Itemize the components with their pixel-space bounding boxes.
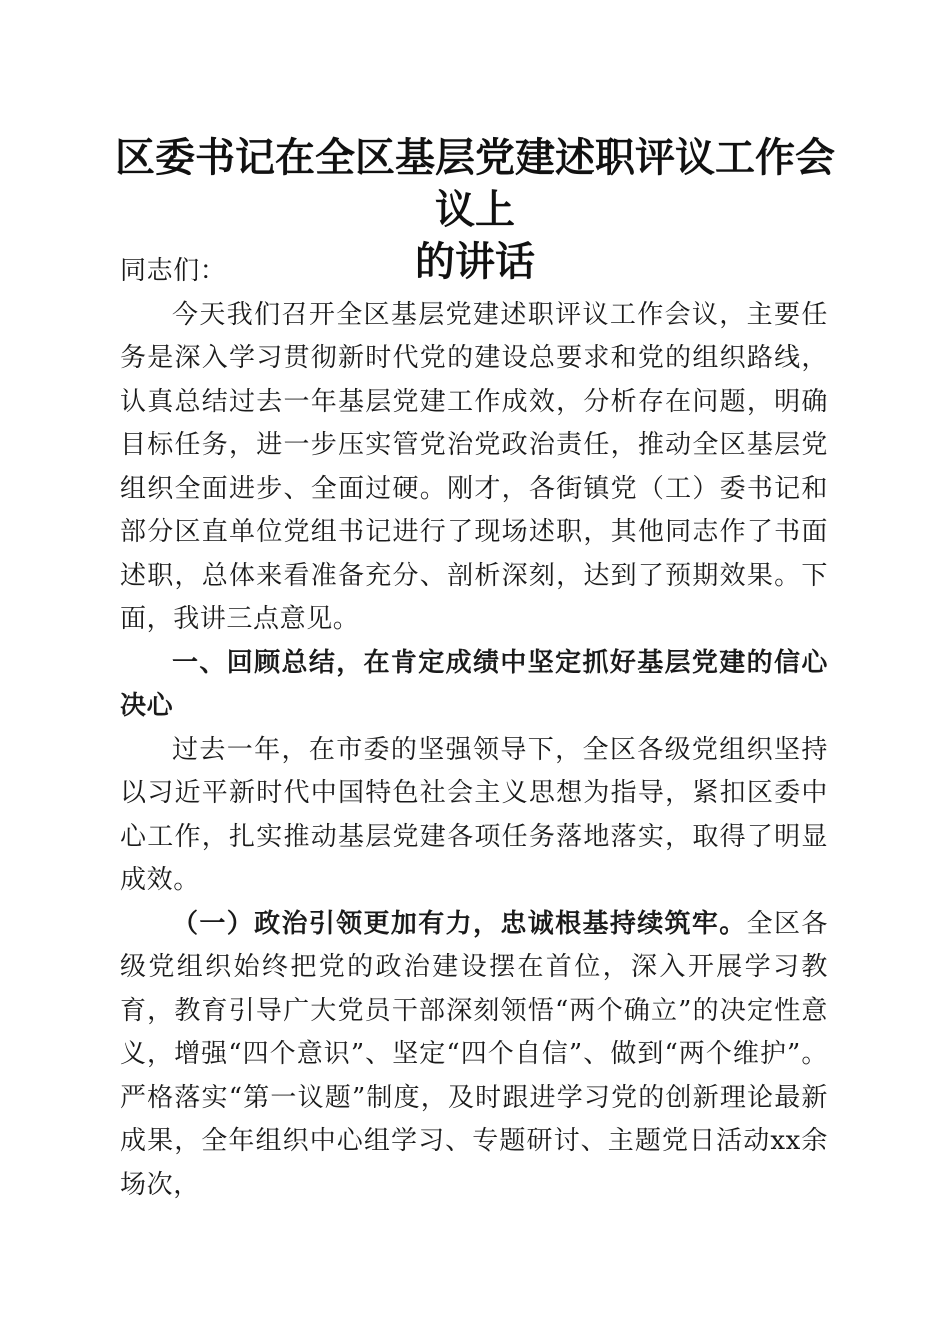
document-body	[120, 250, 828, 1207]
intro-paragraph: 今天我们召开全区基层党建述职评议工作会议，主要任务是深入学习贯彻新时代党的建设总要求和党的组织路线，认真总结过去一年基层党建工作成效，分析存在问题，明确目标任务，进一步压实管党治党政治责任，推动全区基层党组织全面进步、全面过硬。刚才，各街镇党（工）委书记和部分区直单位党组书记进行了现场述职，其他同志作了书面述职，总体来看准备充分、剖析深刻，达到了预期效果。下面，我讲三点意见。	[120, 299, 828, 634]
section-1-paragraph: 过去一年，在市委的坚强领导下，全区各级党组织坚持以习近平新时代中国特色社会主义思想为指导，紧扣区委中心工作，扎实推动基层党建各项任务落地落实，取得了明显成效。	[120, 734, 828, 895]
section-heading-1: 一、回顾总结，在肯定成绩中坚定抓好基层党建的信心决心	[120, 647, 828, 721]
subsection-1-paragraph	[120, 903, 828, 1208]
salutation: 同志们：	[120, 256, 227, 286]
title-line-1: 区委书记在全区基层党建述职评议工作会议上	[115, 134, 835, 233]
subsection-1-text: 全区各级党组织始终把党的政治建设摆在首位，深入开展学习教育，教育引导广大党员干部深刻领悟“两个确立”的决定性意义，增强“四个意识”、坚定“四个自信”、做到“两个维护”。严格落实“第一议题”制度，及时跟进学习党的创新理论最新成果，全年组织中心组学习、专题研讨、主题党日活动xx余场次，	[120, 908, 828, 1200]
title-line-2: 的讲话	[415, 238, 535, 285]
subsection-heading-1: （一）政治引领更加有力，忠诚根基持续筑牢。	[172, 908, 747, 939]
